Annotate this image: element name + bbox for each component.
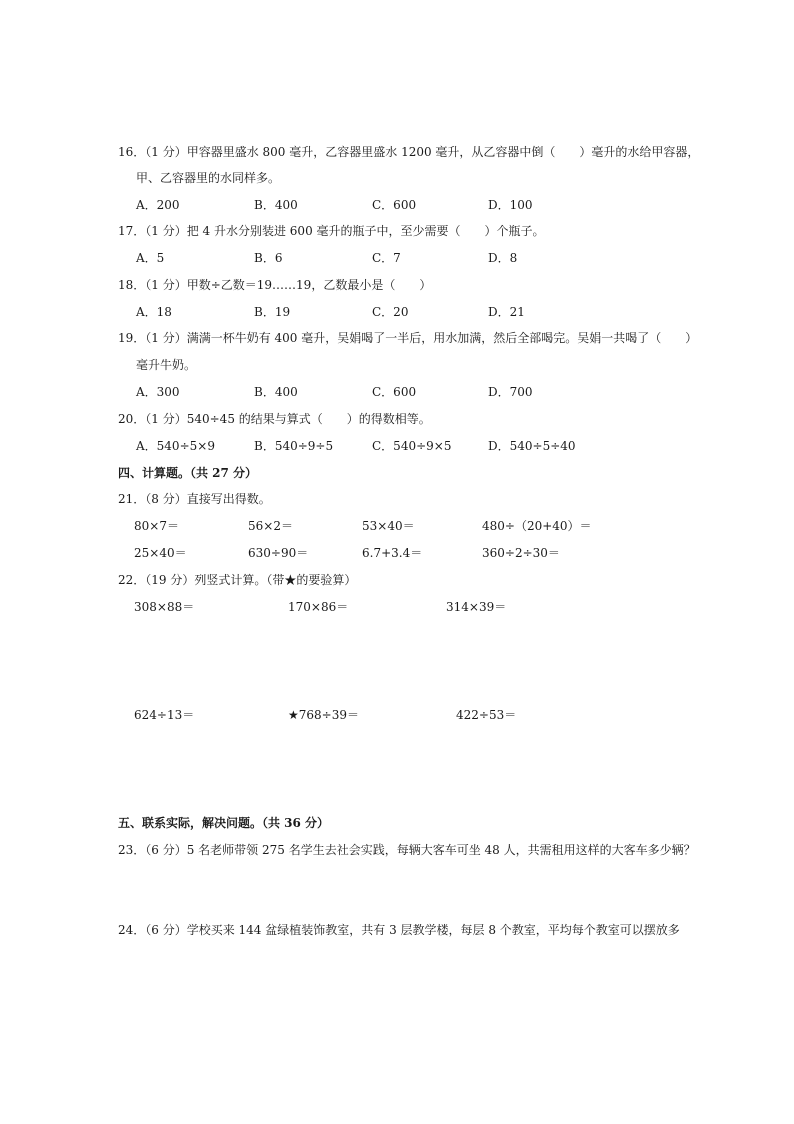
question-17-text: 17．（1 分）把 4 升水分别装进 600 毫升的瓶子中，至少需要（ ）个瓶子。: [118, 224, 545, 238]
question-23-text: 23．（6 分）5 名老师带领 275 名学生去社会实践，每辆大客车可坐 48 人，共需租用这样的大客车多少辆？: [118, 843, 696, 857]
question-17-option-a: A．5: [136, 251, 165, 265]
q22-problem-2: 170×86＝: [288, 600, 349, 614]
question-17-option-d: D．8: [488, 251, 518, 265]
question-22-text: 22．（19 分）列竖式计算。（带★的要验算）: [118, 573, 357, 587]
section-5-heading: 五、联系实际，解决问题。（共 36 分）: [118, 816, 330, 830]
q21-problem-8: 360÷2÷30＝: [482, 546, 560, 560]
question-18-option-a: A．18: [136, 305, 172, 319]
question-19-text: 19．（1 分）满满一杯牛奶有 400 毫升，吴娟喝了一半后，用水加满，然后全部喝完。吴娟一共喝了（ ）: [118, 331, 698, 345]
q21-problem-4: 480÷（20+40）＝: [482, 519, 592, 533]
section-4-heading: 四、计算题。（共 27 分）: [118, 466, 258, 480]
question-20-text: 20．（1 分）540÷45 的结果与算式（ ）的得数相等。: [118, 412, 431, 426]
question-18-option-d: D．21: [488, 305, 525, 319]
q22-problem-1: 308×88＝: [134, 600, 195, 614]
question-19-text-continued: 毫升牛奶。: [136, 358, 197, 372]
q21-problem-5: 25×40＝: [134, 546, 187, 560]
question-20-option-c: C．540÷9×5: [372, 439, 452, 453]
question-20-option-a: A．540÷5×9: [136, 439, 215, 453]
question-19-option-a: A．300: [136, 385, 180, 399]
question-16-text-continued: 甲、乙容器里的水同样多。: [136, 171, 281, 185]
question-20-option-d: D．540÷5÷40: [488, 439, 576, 453]
q22-problem-4: 624÷13＝: [134, 708, 195, 722]
q21-problem-7: 6.7+3.4＝: [362, 546, 423, 560]
q21-problem-1: 80×7＝: [134, 519, 179, 533]
question-18-option-c: C．20: [372, 305, 409, 319]
q22-problem-3: 314×39＝: [446, 600, 507, 614]
question-21-text: 21．（8 分）直接写出得数。: [118, 492, 271, 506]
question-19-option-d: D．700: [488, 385, 533, 399]
q22-problem-6: 422÷53＝: [456, 708, 517, 722]
question-19-option-b: B．400: [254, 385, 298, 399]
question-18-option-b: B．19: [254, 305, 291, 319]
question-18-text: 18．（1 分）甲数÷乙数＝19……19，乙数最小是（ ）: [118, 278, 432, 292]
q21-problem-3: 53×40＝: [362, 519, 415, 533]
question-16-option-d: D．100: [488, 198, 533, 212]
question-17-option-b: B．6: [254, 251, 283, 265]
question-16-text: 16．（1 分）甲容器里盛水 800 毫升，乙容器里盛水 1200 毫升，从乙容器中倒（ ）毫升的水给甲容器，: [118, 145, 700, 159]
question-24-text: 24．（6 分）学校买来 144 盆绿植装饰教室，共有 3 层教学楼，每层 8 个教室，平均每个教室可以摆放多: [118, 923, 680, 937]
question-16-option-a: A．200: [136, 198, 180, 212]
q21-problem-2: 56×2＝: [248, 519, 293, 533]
q21-problem-6: 630÷90＝: [248, 546, 309, 560]
question-20-option-b: B．540÷9÷5: [254, 439, 334, 453]
q22-problem-5: ★768÷39＝: [288, 708, 359, 722]
question-16-option-b: B．400: [254, 198, 298, 212]
question-17-option-c: C．7: [372, 251, 401, 265]
question-19-option-c: C．600: [372, 385, 417, 399]
question-16-option-c: C．600: [372, 198, 417, 212]
